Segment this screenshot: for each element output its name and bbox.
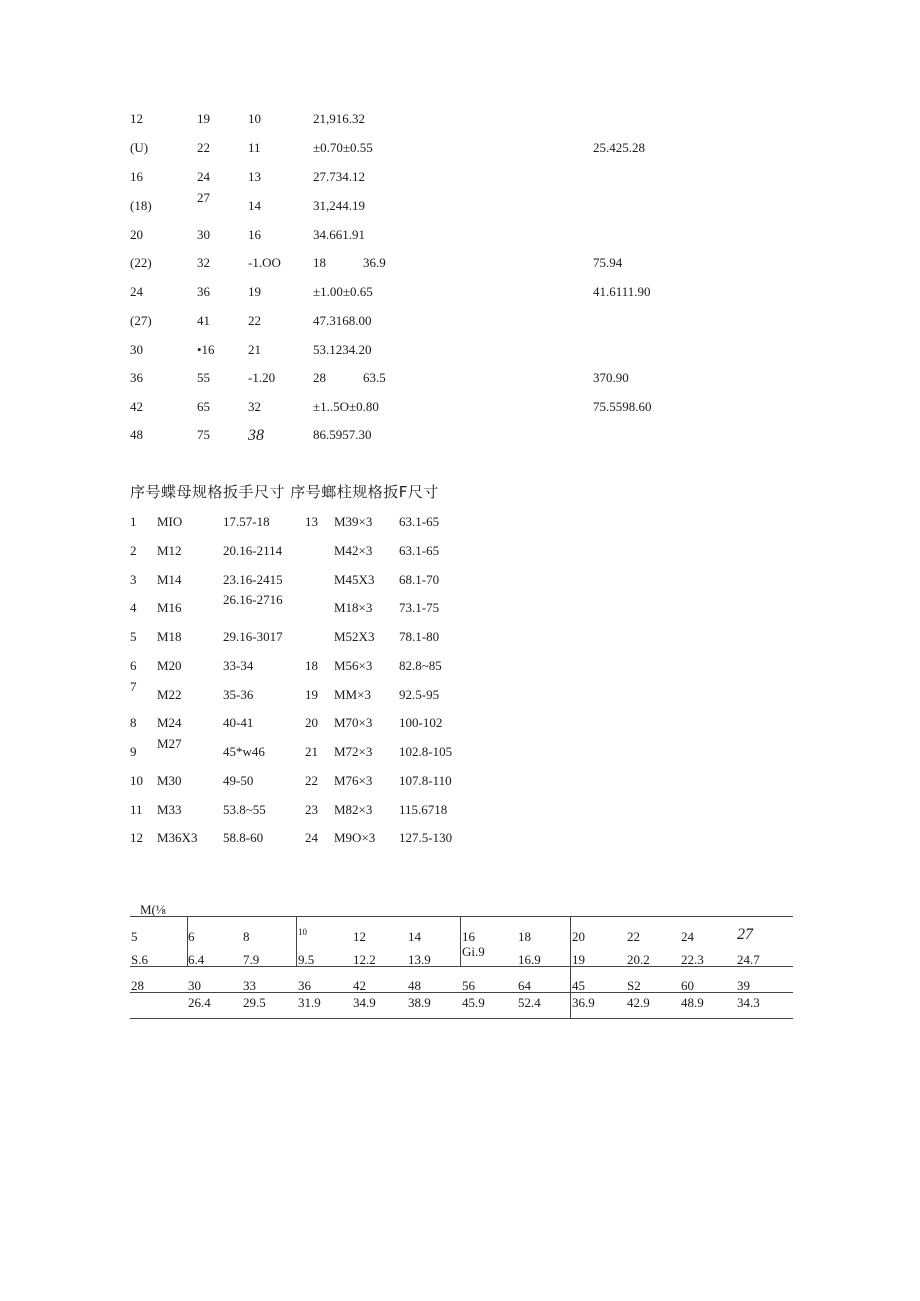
table-cell: M76×3 [334, 773, 373, 788]
table-cell: 28 [131, 978, 144, 993]
table-cell: 53.8~55 [223, 802, 266, 817]
wing-table-heading: 序号蝶母规格扳手尺寸 序号螂柱规格扳F尺寸 [130, 483, 439, 501]
table-cell: 56 [462, 978, 475, 993]
table-cell: 18 [313, 255, 326, 270]
table-cell: 22 [305, 773, 318, 788]
table-cell: -1.20 [248, 370, 276, 385]
table-cell: 30 [130, 342, 143, 357]
table-cell: 21 [248, 342, 261, 357]
table-cell: MIO [157, 514, 183, 529]
table-divider [296, 916, 297, 966]
table-cell: ±1..5O±0.80 [313, 399, 379, 414]
table-cell: 7 [130, 679, 137, 694]
table-cell: 3 [130, 572, 137, 587]
table-cell: 60 [681, 978, 694, 993]
table-cell: 45.9 [462, 995, 485, 1010]
table-cell: S.6 [131, 952, 148, 967]
table-cell: 17.57-18 [223, 514, 270, 529]
table-cell: 12 [130, 111, 143, 126]
table-cell: 63.1-65 [399, 543, 440, 558]
table-cell: (18) [130, 198, 152, 213]
table-cell: 19 [572, 952, 585, 967]
table-cell: Gi.9 [462, 944, 485, 959]
table-cell: 64 [518, 978, 531, 993]
table-cell: 9.5 [298, 952, 315, 967]
table-cell: 10 [298, 927, 307, 937]
table-cell: 8 [243, 929, 250, 944]
table-cell: 86.5957.30 [313, 427, 372, 442]
table-cell: 19 [305, 687, 318, 702]
table-cell: 20 [572, 929, 585, 944]
table-cell: 8 [130, 715, 137, 730]
table-cell: 11 [130, 802, 143, 817]
table-cell: 102.8-105 [399, 744, 453, 759]
table-cell: 33-34 [223, 658, 254, 673]
table-cell: 20 [130, 227, 143, 242]
table-cell: 36.9 [572, 995, 595, 1010]
table-cell: 24 [130, 284, 143, 299]
table-cell: 75.94 [593, 255, 623, 270]
table-cell: 24 [681, 929, 694, 944]
table-cell: 42 [130, 399, 143, 414]
table-cell: 6 [188, 929, 195, 944]
table-cell: M39×3 [334, 514, 373, 529]
table-cell: 36.9 [363, 255, 386, 270]
table-cell: 12 [353, 929, 366, 944]
table-cell: 22 [197, 140, 210, 155]
table-cell: M24 [157, 715, 182, 730]
table-cell: M36X3 [157, 830, 198, 845]
table-divider [570, 966, 571, 1018]
table-cell: 9 [130, 744, 137, 759]
table-cell: M18 [157, 629, 182, 644]
table-cell: 31.9 [298, 995, 321, 1010]
table-cell: •16 [197, 342, 215, 357]
table-cell: 21,916.32 [313, 111, 365, 126]
table-cell: 24 [305, 830, 318, 845]
table-cell: 30 [188, 978, 201, 993]
table-cell: 68.1-70 [399, 572, 440, 587]
table-cell: 35-36 [223, 687, 254, 702]
table-cell: 75 [197, 427, 210, 442]
table-divider [460, 916, 461, 966]
bottom-table-label: M(⅛ [140, 902, 166, 917]
table-cell: 58.8-60 [223, 830, 264, 845]
table-cell: 100-102 [399, 715, 443, 730]
table-cell: 7.9 [243, 952, 260, 967]
table-cell: 23.16-2415 [223, 572, 283, 587]
table-cell: 115.6718 [399, 802, 448, 817]
table-cell: 48 [408, 978, 421, 993]
table-cell: 49-50 [223, 773, 254, 788]
table-cell: 52.4 [518, 995, 541, 1010]
table-cell: 36 [130, 370, 143, 385]
table-cell: (22) [130, 255, 152, 270]
table-divider [570, 916, 571, 966]
table-cell: 92.5-95 [399, 687, 440, 702]
table-cell: 47.3168.00 [313, 313, 372, 328]
table-cell: 34.9 [353, 995, 376, 1010]
table-cell: 12.2 [353, 952, 376, 967]
table-cell: 31,244.19 [313, 198, 365, 213]
table-cell: 65 [197, 399, 210, 414]
table-cell: 20 [305, 715, 318, 730]
table-cell: M56×3 [334, 658, 373, 673]
table-cell: 82.8~85 [399, 658, 442, 673]
table-cell: 42.9 [627, 995, 650, 1010]
table-cell: 75.5598.60 [593, 399, 652, 414]
table-cell: 18 [518, 929, 531, 944]
table-cell: 53.1234.20 [313, 342, 372, 357]
table-cell: 45 [572, 978, 585, 993]
table-cell: 36 [197, 284, 210, 299]
table-cell: (U) [130, 140, 149, 155]
table-cell: 18 [305, 658, 318, 673]
table-cell: 41 [197, 313, 210, 328]
table-rule [130, 916, 793, 917]
table-cell: 23 [305, 802, 318, 817]
table-cell: S2 [627, 978, 641, 993]
table-cell: 26.4 [188, 995, 211, 1010]
table-cell: 13 [248, 169, 261, 184]
table-cell: 34.661.91 [313, 227, 365, 242]
table-cell: 28 [313, 370, 326, 385]
table-cell: 42 [353, 978, 366, 993]
table-divider [187, 916, 188, 966]
table-cell: 19 [197, 111, 210, 126]
table-cell: 22 [627, 929, 640, 944]
table-cell: M18×3 [334, 600, 373, 615]
table-cell: M52X3 [334, 629, 375, 644]
table-cell: M70×3 [334, 715, 373, 730]
table-cell: 11 [248, 140, 261, 155]
table-cell: 39 [737, 978, 750, 993]
table-cell: 36 [298, 978, 311, 993]
table-cell: 30 [197, 227, 210, 242]
table-cell: M16 [157, 600, 182, 615]
table-cell: 26.16-2716 [223, 592, 283, 607]
table-cell: 13.9 [408, 952, 431, 967]
table-cell: 10 [248, 111, 261, 126]
table-cell: 16 [248, 227, 261, 242]
table-cell: 24.7 [737, 952, 760, 967]
table-cell: MM×3 [334, 687, 371, 702]
table-cell: 5 [130, 629, 137, 644]
table-cell: 38 [248, 427, 264, 444]
table-cell: 32 [197, 255, 210, 270]
table-cell: 107.8-110 [399, 773, 452, 788]
table-cell: 34.3 [737, 995, 760, 1010]
table-cell: M82×3 [334, 802, 373, 817]
table-rule [130, 1018, 793, 1019]
table-cell: 14 [408, 929, 421, 944]
table-cell: 73.1-75 [399, 600, 440, 615]
table-cell: 55 [197, 370, 210, 385]
table-cell: 27.734.12 [313, 169, 365, 184]
table-cell: 22 [248, 313, 261, 328]
table-cell: 27 [197, 190, 210, 205]
table-cell: 29.5 [243, 995, 266, 1010]
table-rule [130, 966, 793, 967]
table-cell: 13 [305, 514, 318, 529]
table-cell: 12 [130, 830, 143, 845]
table-cell: M45X3 [334, 572, 375, 587]
table-cell: -1.OO [248, 255, 281, 270]
table-cell: M20 [157, 658, 182, 673]
table-cell: M22 [157, 687, 182, 702]
table-cell: 2 [130, 543, 137, 558]
table-cell: M27 [157, 736, 182, 751]
table-rule [130, 992, 793, 993]
table-cell: M72×3 [334, 744, 373, 759]
table-cell: M33 [157, 802, 182, 817]
table-cell: 1 [130, 514, 137, 529]
table-cell: 6.4 [188, 952, 205, 967]
table-cell: 40-41 [223, 715, 254, 730]
table-cell: 5 [131, 929, 138, 944]
table-cell: 6 [130, 658, 137, 673]
table-cell: 78.1-80 [399, 629, 440, 644]
table-cell: M42×3 [334, 543, 373, 558]
table-cell: M30 [157, 773, 182, 788]
table-cell: 38.9 [408, 995, 431, 1010]
table-cell: 19 [248, 284, 261, 299]
table-cell: M9O×3 [334, 830, 376, 845]
table-cell: 25.425.28 [593, 140, 645, 155]
table-cell: 127.5-130 [399, 830, 453, 845]
table-cell: 27 [737, 926, 753, 943]
table-cell: 48 [130, 427, 143, 442]
table-cell: 63.1-65 [399, 514, 440, 529]
table-cell: ±1.00±0.65 [313, 284, 373, 299]
table-cell: 45*w46 [223, 744, 265, 759]
table-cell: 32 [248, 399, 261, 414]
table-cell: 4 [130, 600, 137, 615]
table-cell: M14 [157, 572, 182, 587]
table-cell: 21 [305, 744, 318, 759]
table-cell: ±0.70±0.55 [313, 140, 373, 155]
table-cell: 14 [248, 198, 261, 213]
table-cell: 16.9 [518, 952, 541, 967]
table-cell: 22.3 [681, 952, 704, 967]
table-cell: 370.90 [593, 370, 629, 385]
table-cell: 33 [243, 978, 256, 993]
table-cell: 29.16-3017 [223, 629, 283, 644]
table-cell: 24 [197, 169, 210, 184]
table-cell: 20.16-2114 [223, 543, 283, 558]
table-cell: 10 [130, 773, 143, 788]
table-cell: 16 [462, 929, 475, 944]
table-cell: 63.5 [363, 370, 386, 385]
table-cell: (27) [130, 313, 152, 328]
table-cell: M12 [157, 543, 182, 558]
table-cell: 41.6111.90 [593, 284, 651, 299]
table-cell: 20.2 [627, 952, 650, 967]
table-cell: 16 [130, 169, 143, 184]
table-cell: 48.9 [681, 995, 704, 1010]
